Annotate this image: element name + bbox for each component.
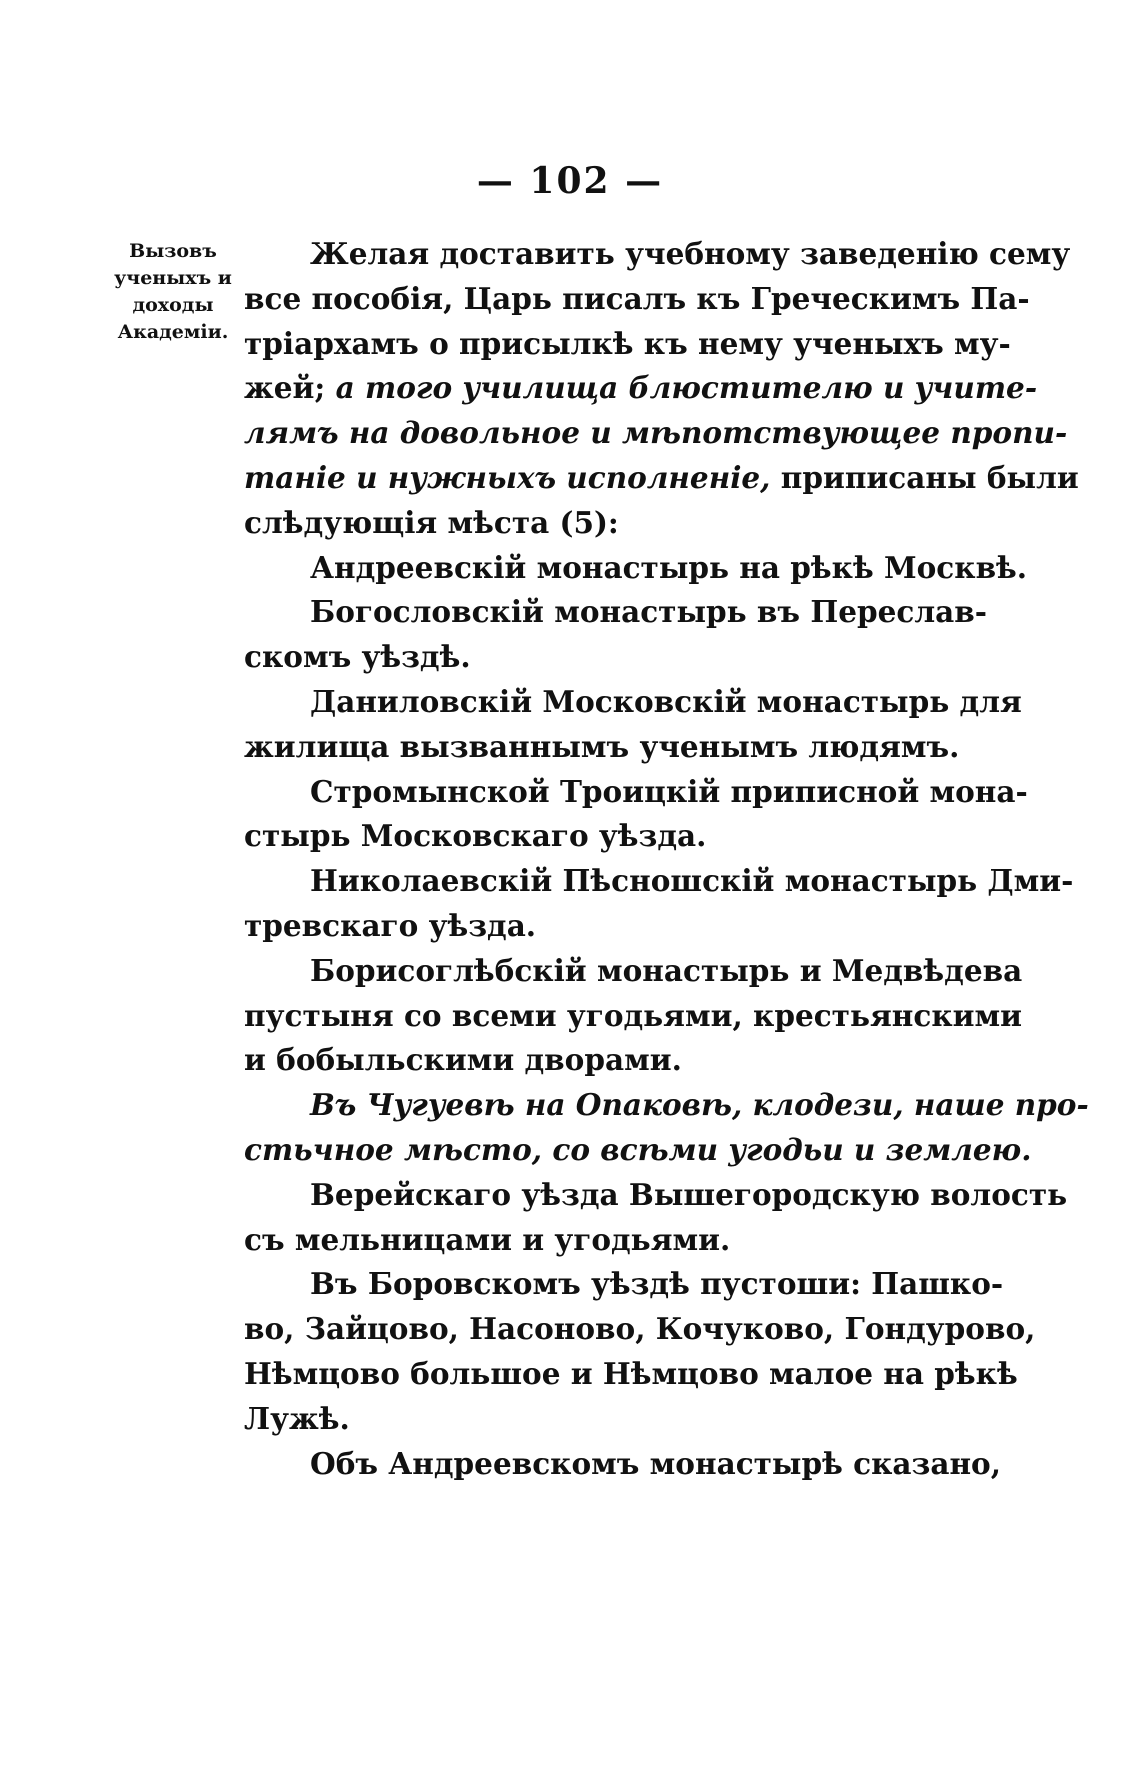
- text-line: все пособія, Царь писалъ къ Греческимъ Па-: [244, 280, 1030, 316]
- margin-note-line: доходы: [132, 294, 214, 316]
- text-line: стырь Московскаго уѣзда.: [244, 818, 707, 854]
- text-line: съ мельницами и угодьями.: [244, 1221, 731, 1257]
- text-line: стьчное мѣсто, со всѣми угодьи и землею.: [244, 1131, 1032, 1167]
- text-line: и бобыльскими дворами.: [244, 1042, 682, 1078]
- text-line: скомъ уѣздѣ.: [244, 639, 471, 675]
- text-line: тревскаго уѣзда.: [244, 907, 537, 943]
- text-line: [244, 366, 1038, 411]
- page-number: — 102 —: [476, 160, 664, 202]
- text-line: Богословскій монастырь въ Переслав-: [310, 594, 987, 630]
- margin-note-line: Академіи.: [117, 321, 229, 343]
- margin-note-line: Вызовъ: [129, 240, 217, 262]
- text-line: Въ Боровскомъ уѣздѣ пустоши: Пашко-: [310, 1266, 1004, 1302]
- text-fragment: приписаны были: [780, 459, 1079, 495]
- body-text: [244, 232, 1089, 1486]
- margin-note: [108, 238, 238, 346]
- italic-fragment: а того училища блюстителю и учите-: [335, 370, 1038, 406]
- text-line: Николаевскій Пѣсношскій монастырь Дми-: [310, 863, 1074, 899]
- text-line: во, Зайцово, Насоново, Кочуково, Гондурово,: [244, 1311, 1036, 1347]
- text-line: лямъ на довольное и мѣпотствующее пропи-: [244, 415, 1068, 451]
- text-line: Стромынской Троицкій приписной мона-: [310, 773, 1028, 809]
- text-line: Даниловскій Московскій монастырь для: [310, 683, 1022, 719]
- text-line: Борисоглѣбскій монастырь и Медвѣдева: [310, 952, 1023, 988]
- text-line: Андреевскій монастырь на рѣкѣ Москвѣ.: [310, 549, 1028, 585]
- text-line: [244, 456, 1079, 501]
- text-line: Въ Чугуевѣ на Опаковѣ, клодези, наше про-: [310, 1087, 1089, 1123]
- italic-fragment: таніе и нужныхъ исполненіе,: [244, 459, 771, 495]
- text-line: Желая доставить учебному заведенію сему: [310, 236, 1071, 271]
- text-line: Объ Андреевскомъ монастырѣ сказано,: [310, 1445, 1002, 1481]
- text-line: жилища вызваннымъ ученымъ людямъ.: [244, 728, 960, 764]
- text-fragment: жей;: [244, 370, 326, 406]
- margin-note-line: ученыхъ и: [114, 267, 232, 289]
- text-line: пустыня со всеми угодьями, крестьянскими: [244, 997, 1023, 1033]
- text-line: Нѣмцово большое и Нѣмцово малое на рѣкѣ: [244, 1355, 1018, 1391]
- text-line: слѣдующія мѣста (5):: [244, 504, 619, 540]
- text-line: тріархамъ о присылкѣ къ нему ученыхъ му-: [244, 325, 1011, 361]
- text-line: Верейскаго уѣзда Вышегородскую волость: [310, 1176, 1068, 1212]
- text-line: Лужѣ.: [244, 1400, 350, 1436]
